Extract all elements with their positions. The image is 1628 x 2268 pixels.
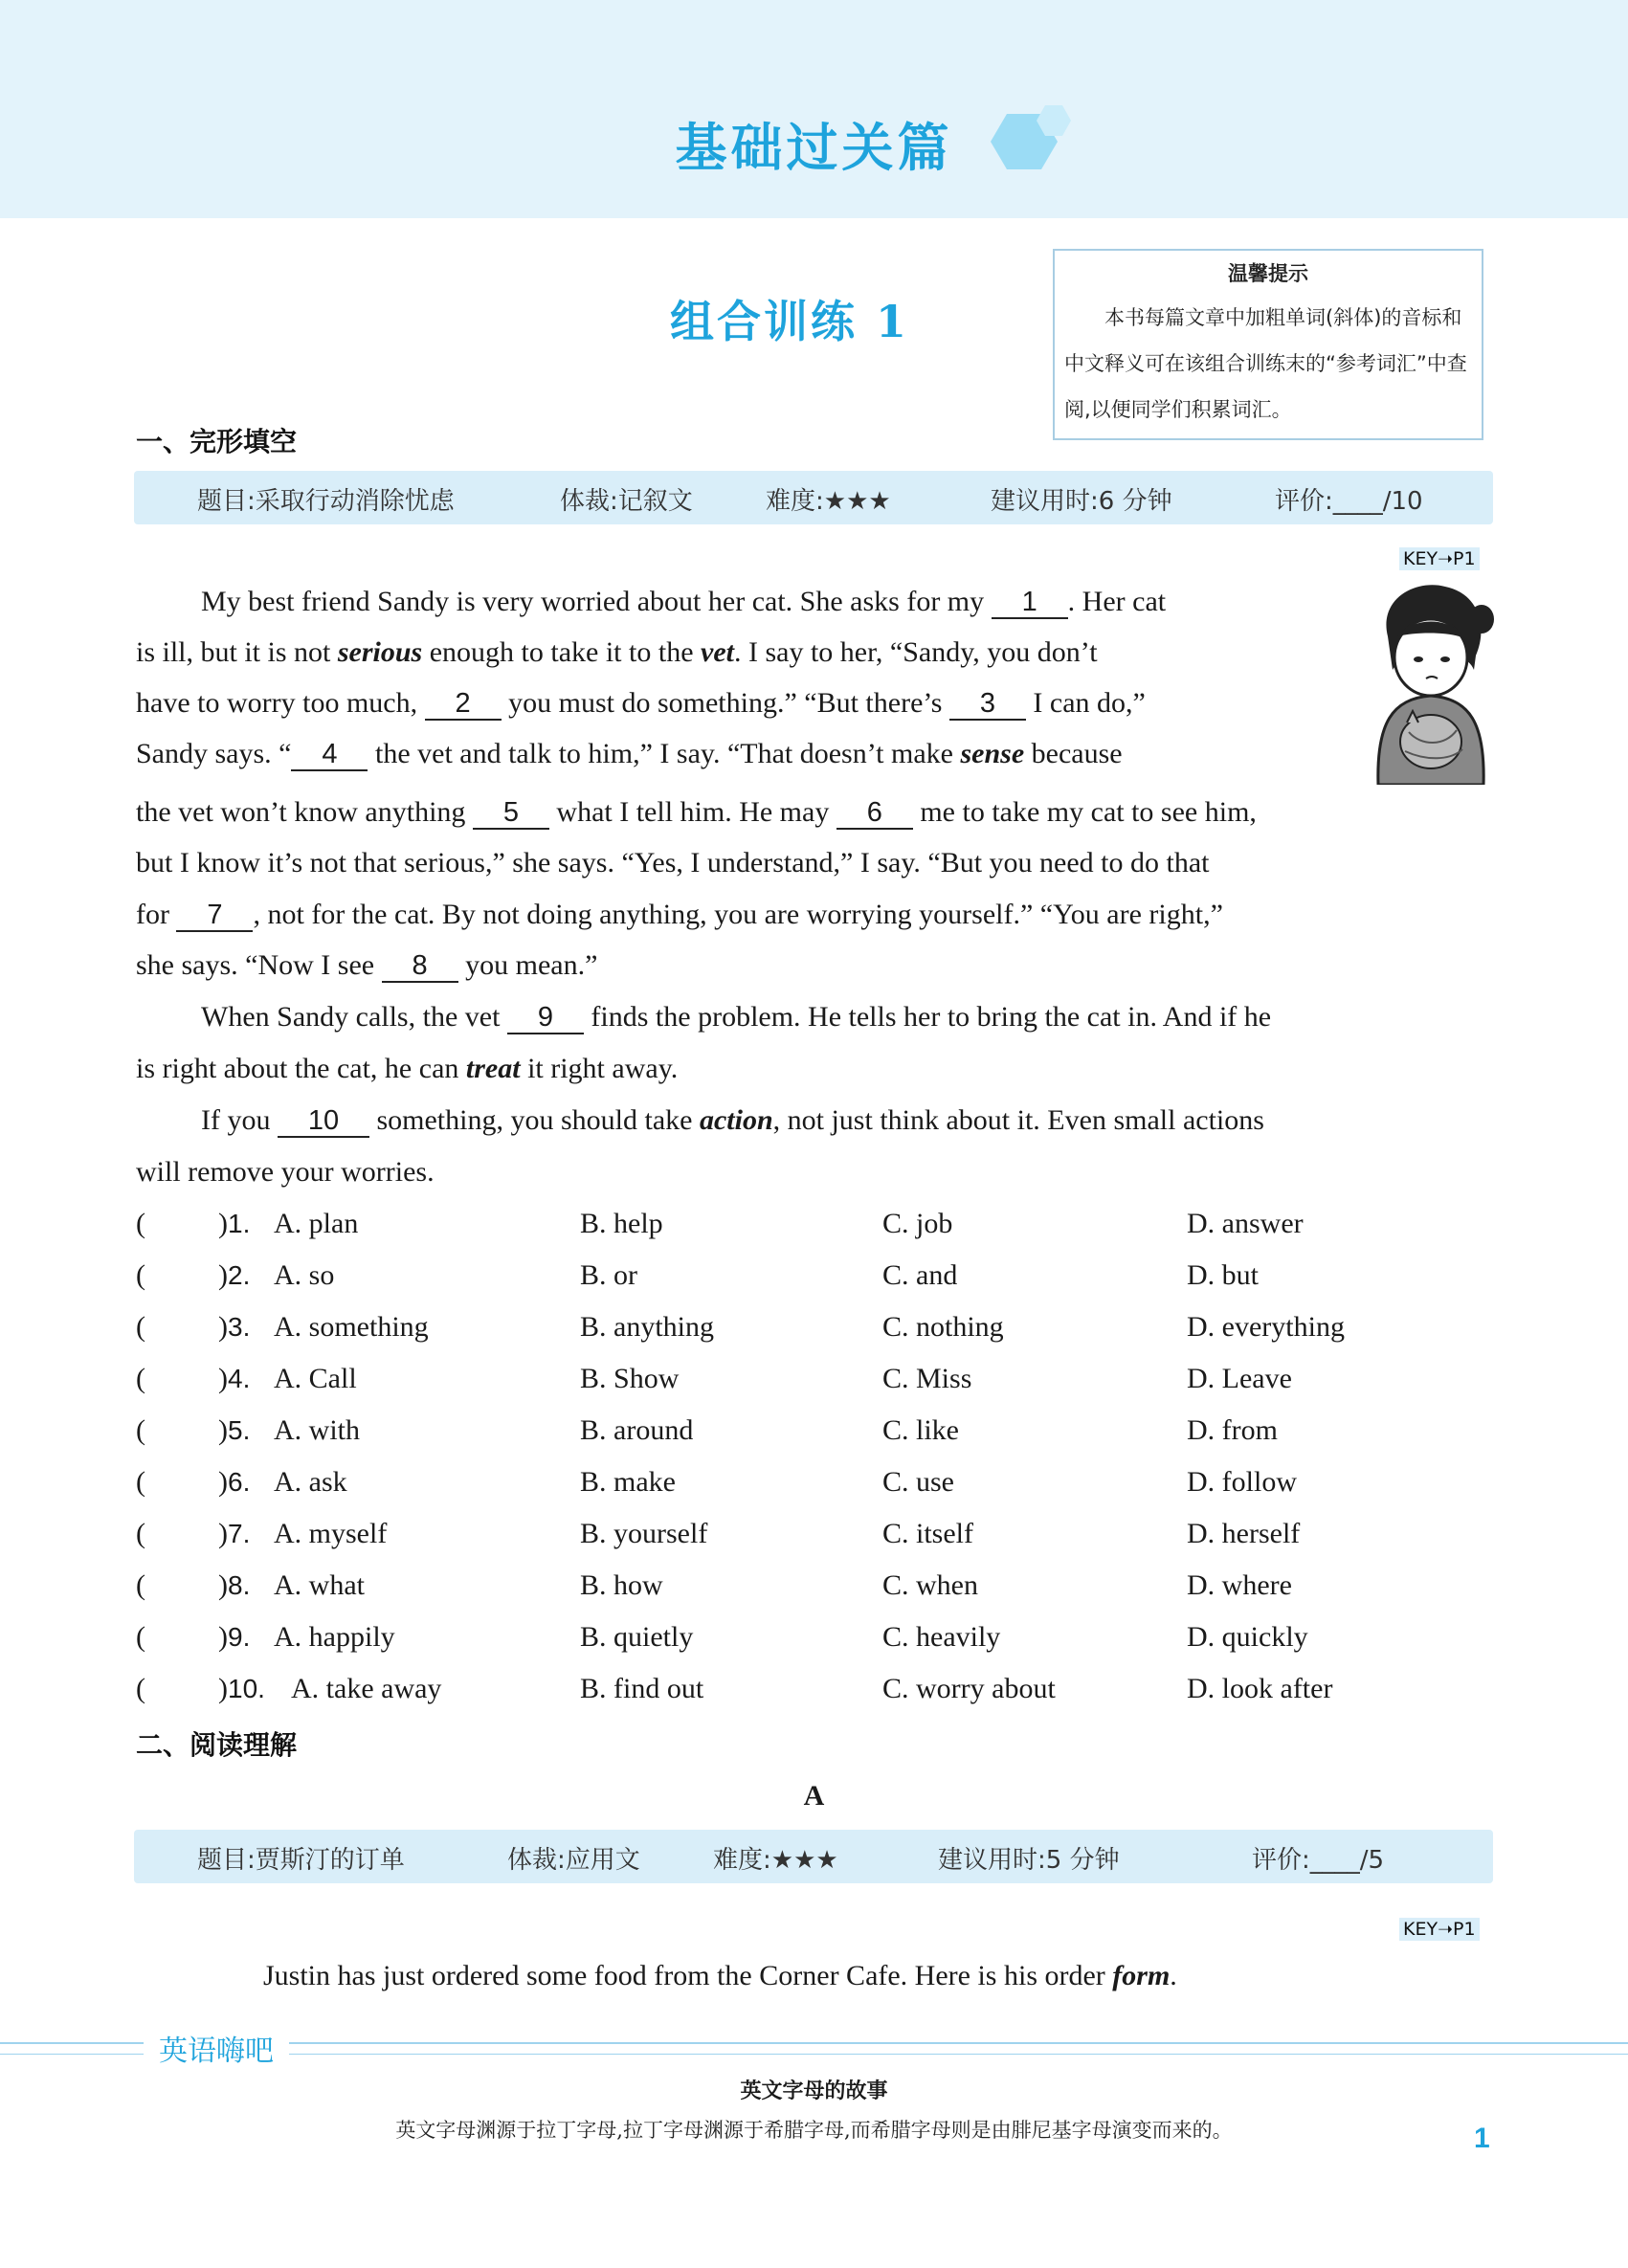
vocab-word: vet <box>701 636 734 668</box>
text: is ill, but it is not <box>136 636 338 668</box>
option-d[interactable]: D. quickly <box>1187 1621 1308 1653</box>
passage-line <box>136 847 1210 879</box>
question-number: 10. <box>228 1674 265 1703</box>
passage-line <box>201 1104 1264 1138</box>
vocab-word: form <box>1112 1960 1171 1991</box>
blank-9[interactable]: 9 <box>507 1002 584 1034</box>
answer-paren-open[interactable]: ( <box>136 1259 145 1291</box>
question-row <box>136 1414 250 1447</box>
footer-text: 英文字母渊源于拉丁字母,拉丁字母渊源于希腊字母,而希腊字母则是由腓尼基字母演变而来的。 <box>395 2119 1233 2142</box>
exercise-set-title: 组合训练 1 <box>670 296 910 347</box>
option-a[interactable]: A. what <box>274 1569 365 1601</box>
text: , not just think about it. Even small actions <box>772 1104 1264 1136</box>
passage-line <box>136 1156 435 1189</box>
text: finds the problem. He tells her to bring the cat in. And if he <box>583 1001 1272 1033</box>
question-row <box>136 1569 250 1602</box>
text: but I know it’s not that serious,” she says. “Yes, I understand,” I say. “But you need to do that <box>136 847 1210 878</box>
option-b[interactable]: B. make <box>580 1466 676 1498</box>
passage-line <box>201 1001 1271 1034</box>
text: . <box>1170 1960 1177 1991</box>
option-d[interactable]: D. Leave <box>1187 1363 1292 1394</box>
option-a[interactable]: A. ask <box>274 1466 347 1498</box>
blank-3[interactable]: 3 <box>949 688 1026 721</box>
blank-1[interactable]: 1 <box>992 587 1068 619</box>
option-c[interactable]: C. itself <box>882 1518 973 1549</box>
answer-paren-open[interactable]: ( <box>136 1673 145 1704</box>
option-a[interactable]: A. Call <box>274 1363 357 1394</box>
option-c[interactable]: C. job <box>882 1208 953 1239</box>
option-a[interactable]: A. something <box>274 1311 429 1343</box>
option-b[interactable]: B. yourself <box>580 1518 708 1549</box>
option-c[interactable]: C. worry about <box>882 1673 1056 1704</box>
blank-2[interactable]: 2 <box>425 688 502 721</box>
answer-paren-open[interactable]: ( <box>136 1208 145 1239</box>
question-number: 5. <box>228 1415 251 1445</box>
footer-title: 英文字母的故事 <box>740 2079 888 2103</box>
text: because <box>1024 738 1123 769</box>
option-a[interactable]: A. happily <box>274 1621 395 1653</box>
text: enough to take it to the <box>422 636 702 668</box>
vocab-word: sense <box>960 738 1025 769</box>
info-genre: 体裁:应用文 <box>507 1846 640 1875</box>
blank-10[interactable]: 10 <box>278 1105 369 1138</box>
option-d[interactable]: D. everything <box>1187 1311 1345 1343</box>
vocab-word: serious <box>337 636 423 668</box>
option-a[interactable]: A. so <box>274 1259 335 1291</box>
text: have to worry too much, <box>136 687 425 719</box>
text: you mean.” <box>457 949 598 981</box>
text: will remove your worries. <box>136 1156 435 1188</box>
blank-5[interactable]: 5 <box>473 797 549 830</box>
option-a[interactable]: A. take away <box>291 1673 442 1704</box>
info-rating: 评价:____/10 <box>1275 487 1423 516</box>
option-a[interactable]: A. plan <box>274 1208 359 1239</box>
answer-key-link[interactable]: KEY➝P1 <box>1399 547 1480 570</box>
text: . I say to her, “Sandy, you don’t <box>733 636 1098 668</box>
text: Justin has just ordered some food from the Corner Cafe. Here is his order <box>263 1960 1113 1991</box>
question-row <box>136 1518 250 1550</box>
answer-key-link[interactable]: KEY➝P1 <box>1399 1918 1480 1941</box>
option-c[interactable]: C. like <box>882 1414 959 1446</box>
answer-paren-close: ) <box>218 1208 228 1239</box>
text: . Her cat <box>1067 586 1167 617</box>
question-number: 9. <box>228 1622 251 1652</box>
hexagon-decoration-icon <box>962 94 1086 189</box>
text: When Sandy calls, the vet <box>201 1001 507 1033</box>
option-c[interactable]: C. Miss <box>882 1363 972 1394</box>
blank-7[interactable]: 7 <box>176 900 253 932</box>
question-number: 3. <box>228 1312 251 1342</box>
tip-box <box>1053 249 1483 440</box>
question-number: 8. <box>228 1570 251 1600</box>
tip-title: 温馨提示 <box>1228 262 1308 285</box>
option-a[interactable]: A. myself <box>274 1518 388 1549</box>
passage-line <box>136 796 1257 830</box>
answer-paren-open[interactable]: ( <box>136 1518 145 1549</box>
footer-brand: 英语嗨吧 <box>144 2027 289 2069</box>
answer-paren-close: ) <box>218 1673 228 1704</box>
option-b[interactable]: B. Show <box>580 1363 680 1394</box>
option-b[interactable]: B. anything <box>580 1311 714 1343</box>
answer-paren-close: ) <box>218 1259 228 1291</box>
answer-paren-open[interactable]: ( <box>136 1414 145 1446</box>
passage-line <box>201 586 1166 619</box>
question-row <box>136 1208 250 1240</box>
answer-paren-open[interactable]: ( <box>136 1621 145 1653</box>
text: the vet won’t know anything <box>136 796 473 828</box>
passage-line <box>136 738 1123 771</box>
text: is right about the cat, he can <box>136 1053 466 1084</box>
page-number: 1 <box>1474 2123 1490 2154</box>
blank-6[interactable]: 6 <box>836 797 913 830</box>
section-heading-cloze: 一、完形填空 <box>136 426 298 457</box>
text: me to take my cat to see him, <box>912 796 1257 828</box>
option-b[interactable]: B. around <box>580 1414 694 1446</box>
question-number: 1. <box>228 1209 251 1238</box>
passage-line <box>136 687 1146 721</box>
option-b[interactable]: B. or <box>580 1259 637 1291</box>
info-genre: 体裁:记叙文 <box>560 487 693 516</box>
answer-paren-close: ) <box>218 1363 228 1394</box>
option-c[interactable]: C. use <box>882 1466 954 1498</box>
option-d[interactable]: D. herself <box>1187 1518 1301 1549</box>
cloze-info-bar <box>134 471 1493 524</box>
answer-paren-close: ) <box>218 1311 228 1343</box>
answer-paren-open[interactable]: ( <box>136 1311 145 1343</box>
option-a[interactable]: A. with <box>274 1414 360 1446</box>
info-time: 建议用时:5 分钟 <box>938 1846 1120 1875</box>
question-row <box>136 1259 250 1292</box>
option-d[interactable]: D. but <box>1187 1259 1259 1291</box>
passage-line <box>136 899 1223 932</box>
question-number: 7. <box>228 1519 251 1548</box>
option-d[interactable]: D. from <box>1187 1414 1278 1446</box>
vocab-word: action <box>699 1104 773 1136</box>
text: My best friend Sandy is very worried about her cat. She asks for my <box>201 586 992 617</box>
option-b[interactable]: B. how <box>580 1569 663 1601</box>
answer-paren-close: ) <box>218 1569 228 1601</box>
question-row <box>136 1621 250 1654</box>
option-d[interactable]: D. follow <box>1187 1466 1297 1498</box>
text: something, you should take <box>368 1104 700 1136</box>
info-topic: 题目:采取行动消除忧虑 <box>197 487 455 516</box>
reading-intro <box>263 1960 1177 1992</box>
answer-paren-open[interactable]: ( <box>136 1569 145 1601</box>
answer-paren-close: ) <box>218 1466 228 1498</box>
passage-label: A <box>803 1780 825 1812</box>
text: what I tell him. He may <box>548 796 836 828</box>
reading-info-bar <box>134 1830 1493 1883</box>
tip-body: 本书每篇文章中加粗单词(斜体)的音标和中文释义可在该组合训练末的“参考词汇”中查阅,以便同学们积累词汇。 <box>1064 306 1467 421</box>
question-number: 2. <box>228 1260 251 1290</box>
question-number: 6. <box>228 1467 251 1497</box>
girl-with-cat-illustration <box>1369 579 1498 785</box>
answer-paren-close: ) <box>218 1518 228 1549</box>
text: If you <box>201 1104 278 1136</box>
info-rating: 评价:____/5 <box>1252 1846 1385 1875</box>
option-c[interactable]: C. nothing <box>882 1311 1004 1343</box>
option-c[interactable]: C. when <box>882 1569 978 1601</box>
option-b[interactable]: B. quietly <box>580 1621 694 1653</box>
info-difficulty: 难度:★★★ <box>713 1846 838 1875</box>
question-row <box>136 1673 265 1705</box>
answer-paren-close: ) <box>218 1621 228 1653</box>
passage-line <box>136 1053 678 1085</box>
text: , not for the cat. By not doing anything, you are worrying yourself.” “You are right,” <box>253 899 1223 930</box>
page-title: 基础过关篇 <box>675 118 953 178</box>
text: you must do something.” “But there’s <box>501 687 949 719</box>
option-d[interactable]: D. look after <box>1187 1673 1333 1704</box>
answer-paren-open[interactable]: ( <box>136 1363 145 1394</box>
option-c[interactable]: C. heavily <box>882 1621 1001 1653</box>
info-difficulty: 难度:★★★ <box>766 487 891 516</box>
blank-8[interactable]: 8 <box>382 950 458 983</box>
text: the vet and talk to him,” I say. “That doesn’t make <box>368 738 961 769</box>
option-d[interactable]: D. where <box>1187 1569 1292 1601</box>
question-number: 4. <box>228 1364 251 1393</box>
text: I can do,” <box>1025 687 1146 719</box>
question-row <box>136 1466 250 1499</box>
option-d[interactable]: D. answer <box>1187 1208 1304 1239</box>
option-b[interactable]: B. help <box>580 1208 663 1239</box>
passage-line <box>136 949 597 983</box>
option-c[interactable]: C. and <box>882 1259 958 1291</box>
option-b[interactable]: B. find out <box>580 1673 704 1704</box>
question-row <box>136 1311 250 1344</box>
text: for <box>136 899 177 930</box>
answer-paren-open[interactable]: ( <box>136 1466 145 1498</box>
text: she says. “Now I see <box>136 949 382 981</box>
text: it right away. <box>520 1053 679 1084</box>
text: Sandy says. “ <box>136 738 292 769</box>
info-time: 建议用时:6 分钟 <box>991 487 1172 516</box>
info-topic: 题目:贾斯汀的订单 <box>197 1846 405 1875</box>
answer-paren-close: ) <box>218 1414 228 1446</box>
vocab-word: treat <box>465 1053 521 1084</box>
passage-line <box>136 636 1098 669</box>
blank-4[interactable]: 4 <box>291 739 368 771</box>
section-heading-reading: 二、阅读理解 <box>136 1729 298 1761</box>
question-row <box>136 1363 250 1395</box>
